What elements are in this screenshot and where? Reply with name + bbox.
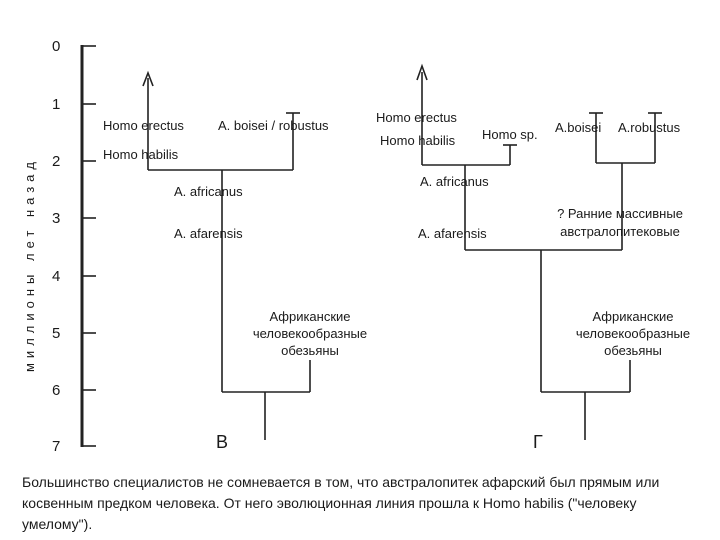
tick-label: 4	[52, 268, 61, 285]
tick-label: 3	[52, 210, 61, 227]
label-apes-g: Африканские человекообразные обезьяны	[575, 309, 691, 358]
axis-title: миллионы лет назад	[22, 157, 37, 373]
caption-text: Большинство специалистов не сомневается в том, что австралопитек афарский был прямым или косвенным предком человека. От него эволюционная линия прошла к Homo habilis ("человеку умелому").	[22, 474, 660, 532]
label-afarensis-b: A. afarensis	[174, 226, 243, 241]
label-robustus-g: A.robustus	[618, 120, 681, 135]
tick-label: 2	[52, 153, 61, 170]
label-homo-habilis-b: Homo habilis	[103, 147, 179, 162]
tick-label: 0	[52, 38, 61, 55]
label-early-robust: ? Ранние массивные австралопитековые	[557, 206, 683, 239]
label-boisei-g: A.boisei	[555, 120, 602, 135]
label-africanus-g: A. africanus	[420, 174, 489, 189]
tick-label: 7	[52, 438, 61, 455]
panel-letter-g: Г	[533, 432, 543, 452]
label-homo-erectus-g: Homo erectus	[376, 110, 457, 125]
tick-label: 1	[52, 96, 61, 113]
label-apes-b: Африканские человекообразные обезьяны	[252, 309, 368, 358]
label-homo-sp: Homo sp.	[482, 127, 538, 142]
tick-label: 6	[52, 382, 61, 399]
label-afarensis-g: A. afarensis	[418, 226, 487, 241]
panel-letter-b: В	[216, 432, 229, 452]
label-boisei-robustus-b: A. boisei / robustus	[218, 118, 329, 133]
label-homo-habilis-g: Homo habilis	[380, 133, 456, 148]
label-africanus-b: A. africanus	[174, 184, 243, 199]
tick-label: 5	[52, 325, 61, 342]
label-homo-erectus-b: Homo erectus	[103, 118, 184, 133]
